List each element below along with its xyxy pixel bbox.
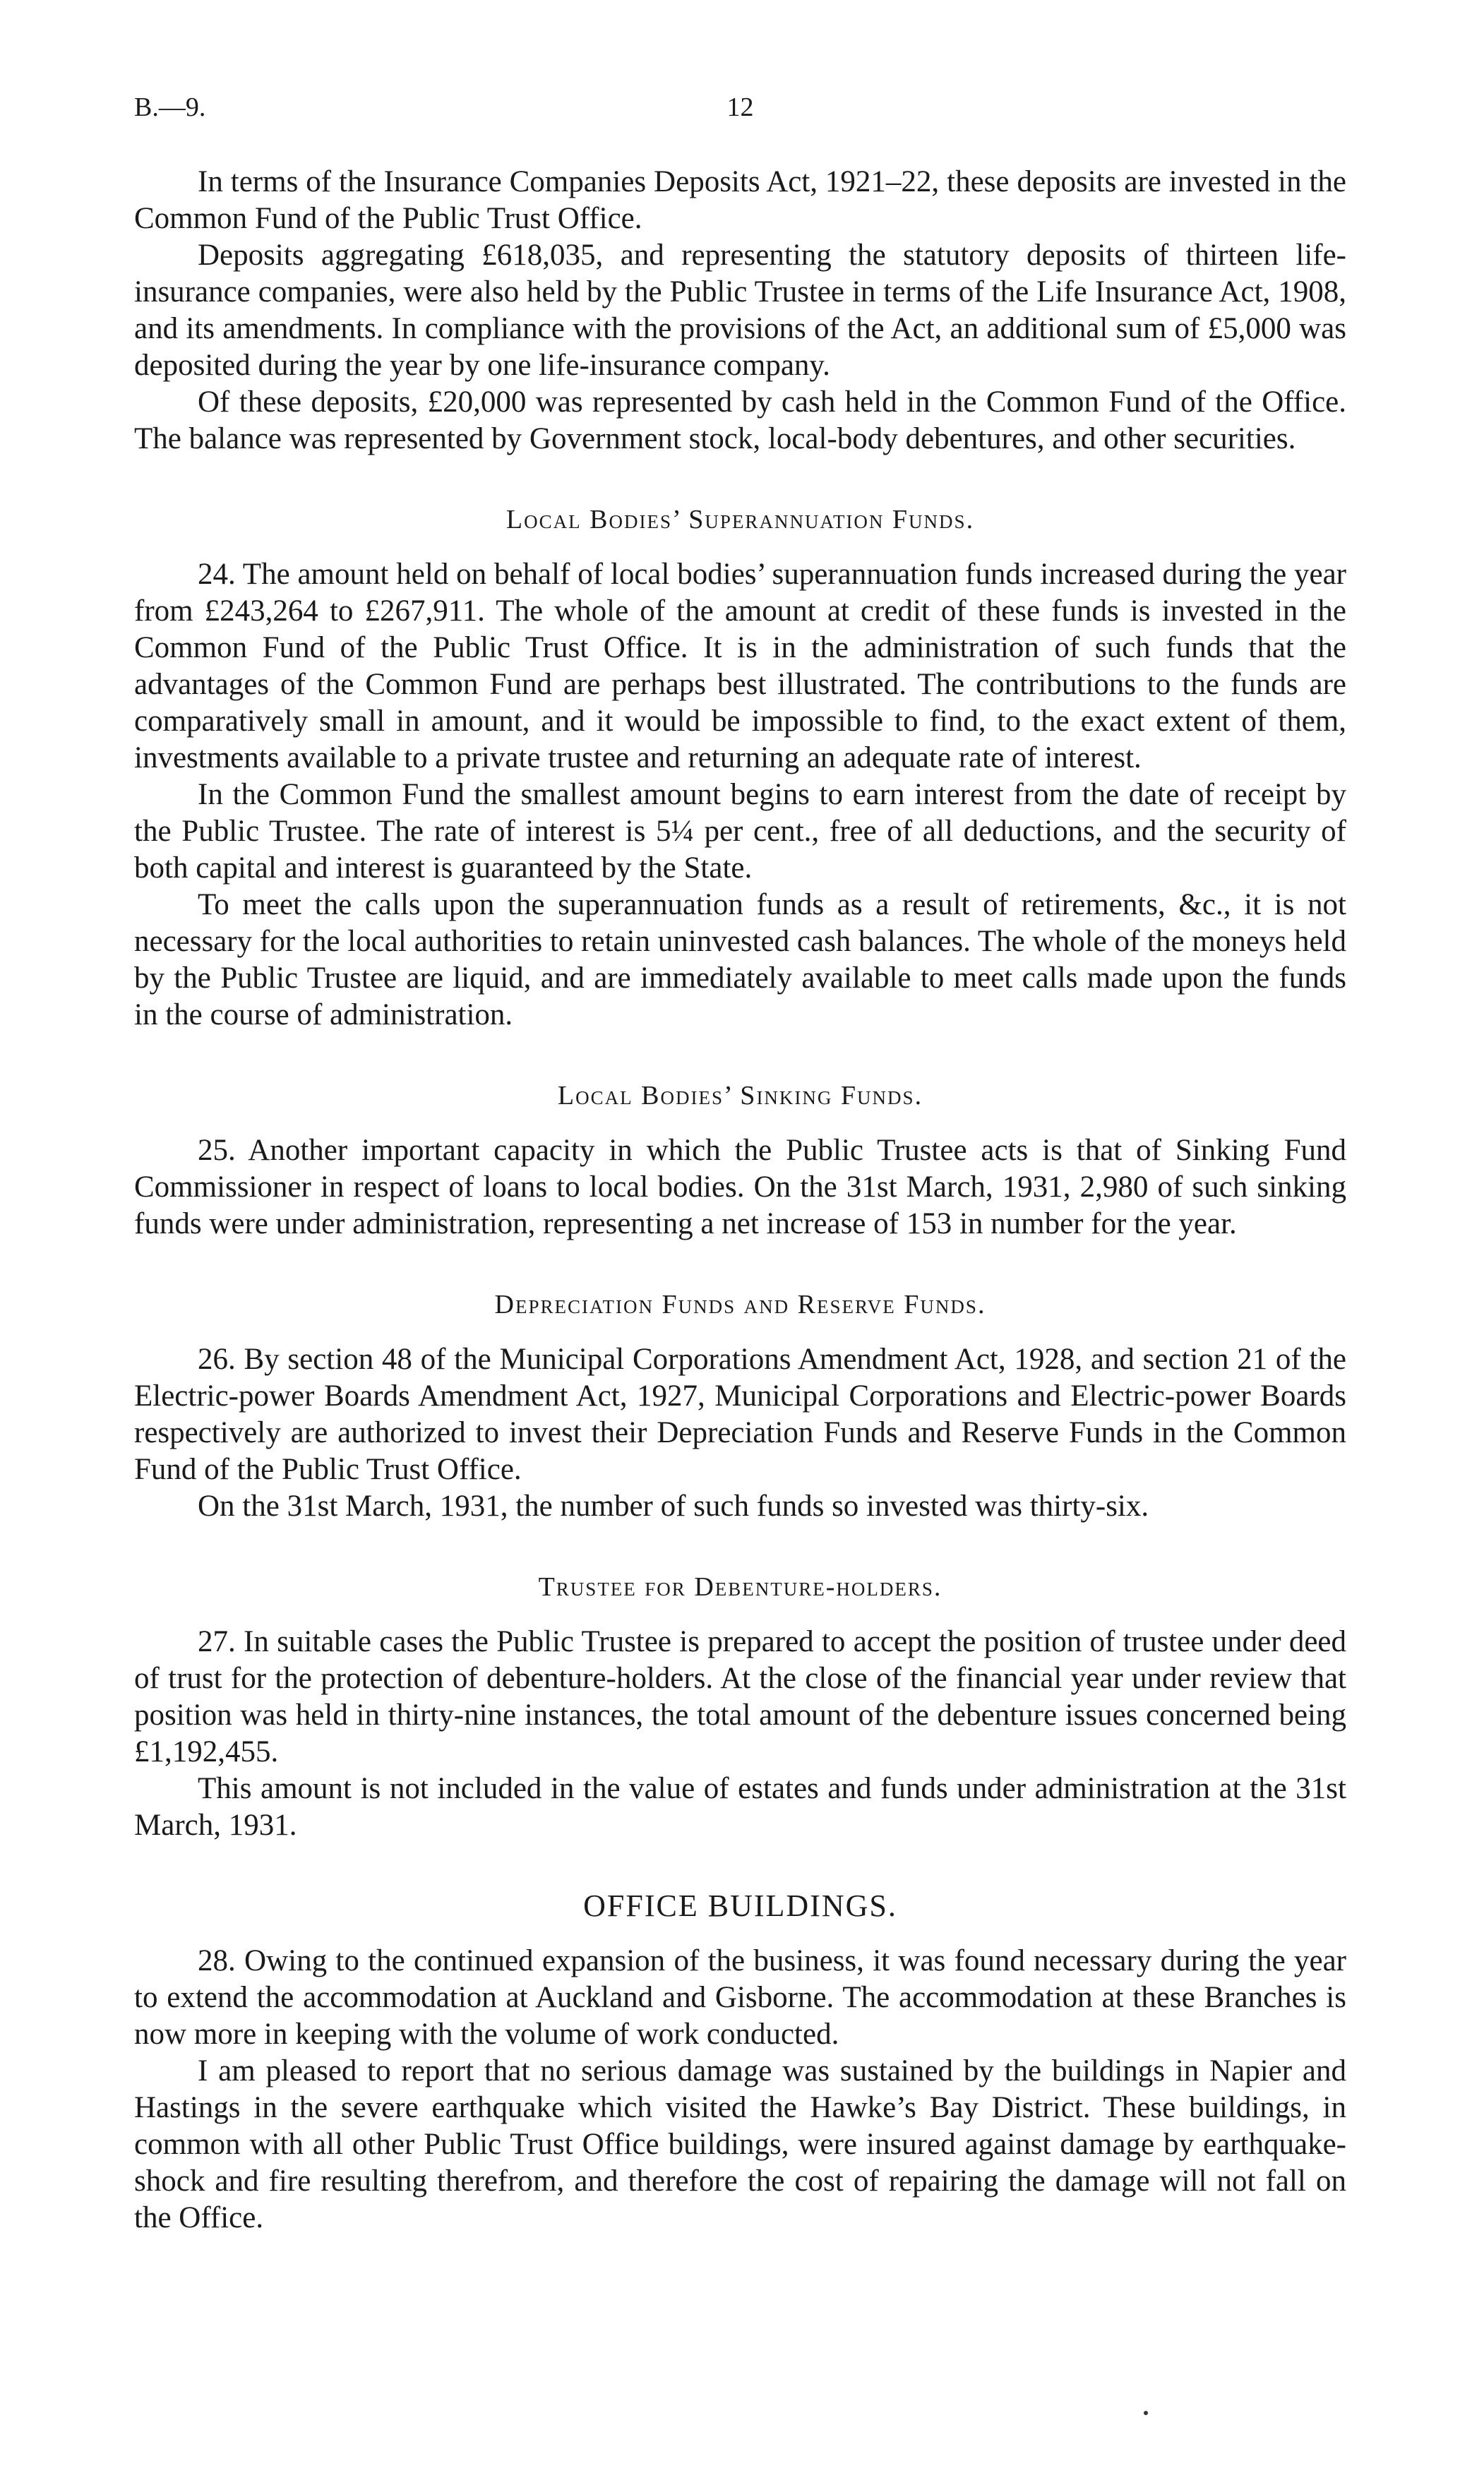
section-heading-debenture-holders: Trustee for Debenture-holders. [538, 1572, 943, 1602]
section-heading-sinking-funds: Local Bodies’ Sinking Funds. [557, 1081, 923, 1110]
body-paragraph: 26. By section 48 of the Municipal Corporations Amendment Act, 1928, and section 21 of the Electric-power Boards Amendment Act, 1927, Municipal Corporations and Electric-power Boards respectively are authorized to invest their Depreciation Funds and Reserve Funds in the Common Fund of the Public Trust Office. [134, 1343, 1346, 1486]
section-heading-office-buildings: OFFICE BUILDINGS. [583, 1888, 897, 1923]
body-paragraph: In the Common Fund the smallest amount begins to earn interest from the date of receipt by the Public Trustee. The rate of interest is 5¼ per cent., free of all deductions, and the security of both capital and interest is guaranteed by the State. [134, 778, 1346, 885]
body-paragraph: To meet the calls upon the superannuation funds as a result of retirements, &c., it is not necessary for the local authorities to retain uninvested cash balances. The whole of the moneys held by the Public Trustee are liquid, and are immediately available to meet calls made upon the funds in the course of administration. [134, 888, 1346, 1031]
section-heading-superannuation: Local Bodies’ Superannuation Funds. [505, 505, 975, 534]
report-reference: B.—9. [134, 92, 206, 122]
body-paragraph: I am pleased to report that no serious damage was sustained by the buildings in Napier and Hastings in the severe earthquake which visited the Hawke’s Bay District. These buildings, in common with all other Public Trust Office buildings, were insured against damage by earthquake-shock and fire resulting therefrom, and therefore the cost of repairing the damage will not fall on the Office. [134, 2054, 1346, 2234]
body-paragraph: Of these deposits, £20,000 was represented by cash held in the Common Fund of the Office. The balance was represented by Government stock, local-body debentures, and other securities. [134, 385, 1346, 455]
body-paragraph: This amount is not included in the value of estates and funds under administration at the 31st March, 1931. [134, 1772, 1346, 1842]
body-paragraph: On the 31st March, 1931, the number of such funds so invested was thirty-six. [198, 1490, 1149, 1523]
section-heading-depreciation-funds: Depreciation Funds and Reserve Funds. [494, 1290, 986, 1319]
body-paragraph: 28. Owing to the continued expansion of the business, it was found necessary during the year to extend the accommodation at Auckland and Gisborne. The accommodation at these Branches is now more in keeping with the volume of work conducted. [134, 1944, 1346, 2051]
body-paragraph: 24. The amount held on behalf of local bodies’ superannuation funds increased during the year from £243,264 to £267,911. The whole of the amount at credit of these funds is invested in the Common Fund of the Public Trust Office. It is in the administration of such funds that the advantages of the Common Fund are perhaps best illustrated. The contributions to the funds are comparatively small in amount, and it would be impossible to find, to the exact extent of them, investments available to a private trustee and returning an adequate rate of interest. [134, 558, 1346, 774]
body-paragraph: 25. Another important capacity in which the Public Trustee acts is that of Sinking Fund Commissioner in respect of loans to local bodies. On the 31st March, 1931, 2,980 of such sinking funds were under administration, representing a net increase of 153 in number for the year. [134, 1134, 1346, 1240]
ink-speck [1144, 2411, 1148, 2415]
body-paragraph: 27. In suitable cases the Public Trustee is prepared to accept the position of trustee under deed of trust for the protection of debenture-holders. At the close of the financial year under review that position was held in thirty-nine instances, the total amount of the debenture issues concerned being £1,192,455. [134, 1625, 1346, 1768]
running-header [134, 92, 1346, 134]
page-number: 12 [726, 92, 754, 122]
body-paragraph: In terms of the Insurance Companies Deposits Act, 1921–22, these deposits are invested in the Common Fund of the Public Trust Office. [134, 165, 1346, 235]
body-paragraph: Deposits aggregating £618,035, and representing the statutory deposits of thirteen life-insurance companies, were also held by the Public Trustee in terms of the Life Insurance Act, 1908, and its amendments. In compliance with the provisions of the Act, an additional sum of £5,000 was deposited during the year by one life-insurance company. [134, 239, 1346, 382]
